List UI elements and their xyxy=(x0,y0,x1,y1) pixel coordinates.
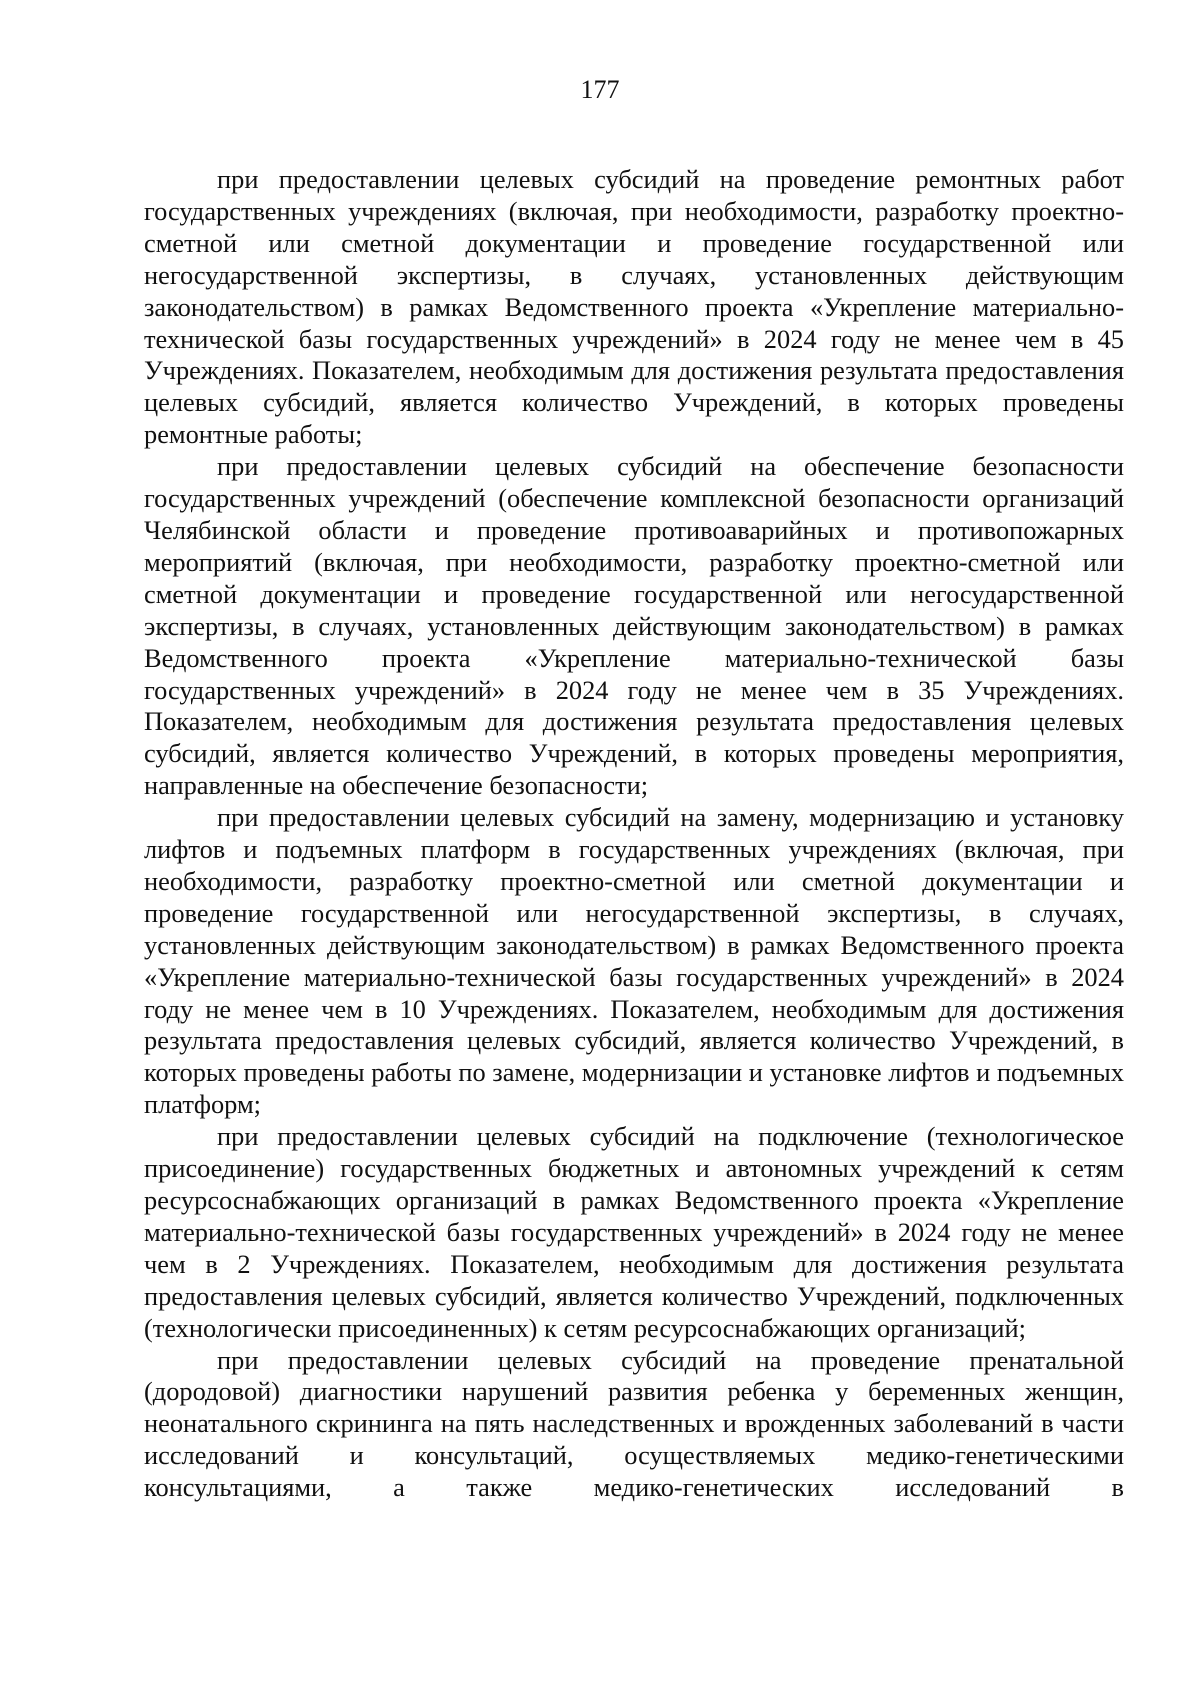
paragraph-elevators: при предоставлении целевых субсидий на замену, модернизацию и установку лифтов и подъемных платформ в государственных учреждениях (включая, при необходимости, разработку проектно-сметной или сметной документации и проведение государственной или негосударственной экспертизы, в случаях, установленных действующим законодательством) в рамках Ведомственного проекта «Укрепление материально-технической базы государственных учреждений» в 2024 году не менее чем в 10 Учреждениях. Показателем, необходимым для достижения результата предоставления целевых субсидий, является количество Учреждений, в которых проведены работы по замене, модернизации и установке лифтов и подъемных платформ; xyxy=(144,802,1124,1120)
page-number: 177 xyxy=(580,75,620,104)
paragraph-safety: при предоставлении целевых субсидий на обеспечение безопасности государственных учреждений (обеспечение комплексной безопасности организаций Челябинской области и проведение противоаварийных и противопожарных мероприятий (включая, при необходимости, разработку проектно-сметной или сметной документации и проведение государственной или негосударственной экспертизы, в случаях, установленных действующим законодательством) в рамках Ведомственного проекта «Укрепление материально-технической базы государственных учреждений» в 2024 году не менее чем в 35 Учреждениях. Показателем, необходимым для достижения результата предоставления целевых субсидий, является количество Учреждений, в которых проведены мероприятия, направленные на обеспечение безопасности; xyxy=(144,451,1124,801)
paragraph-utility-connection: при предоставлении целевых субсидий на подключение (технологическое присоединение) государственных бюджетных и автономных учреждений к сетям ресурсоснабжающих организаций в рамках Ведомственного проекта «Укрепление материально-технической базы государственных учреждений» в 2024 году не менее чем в 2 Учреждениях. Показателем, необходимым для достижения результата предоставления целевых субсидий, является количество Учреждений, подключенных (технологически присоединенных) к сетям ресурсоснабжающих организаций; xyxy=(144,1121,1124,1343)
paragraph-prenatal-diagnostics: при предоставлении целевых субсидий на проведение пренатальной (дородовой) диагностики нарушений развития ребенка у беременных женщин, неонатального скрининга на пять наследственных и врожденных заболеваний в части исследований и консультаций, осуществляемых медико-генетическими консультациями, а также медико-генетических исследований в xyxy=(144,1344,1124,1503)
paragraph-repair-works: при предоставлении целевых субсидий на проведение ремонтных работ государственных учреждениях (включая, при необходимости, разработку проектно-сметной или сметной документации и проведение государственной или негосударственной экспертизы, в случаях, установленных действующим законодательством) в рамках Ведомственного проекта «Укрепление материально-технической базы государственных учреждений» в 2024 году не менее чем в 45 Учреждениях. Показателем, необходимым для достижения результата предоставления целевых субсидий, является количество Учреждений, в которых проведены ремонтные работы; xyxy=(144,164,1124,450)
document-body xyxy=(144,164,1124,1504)
